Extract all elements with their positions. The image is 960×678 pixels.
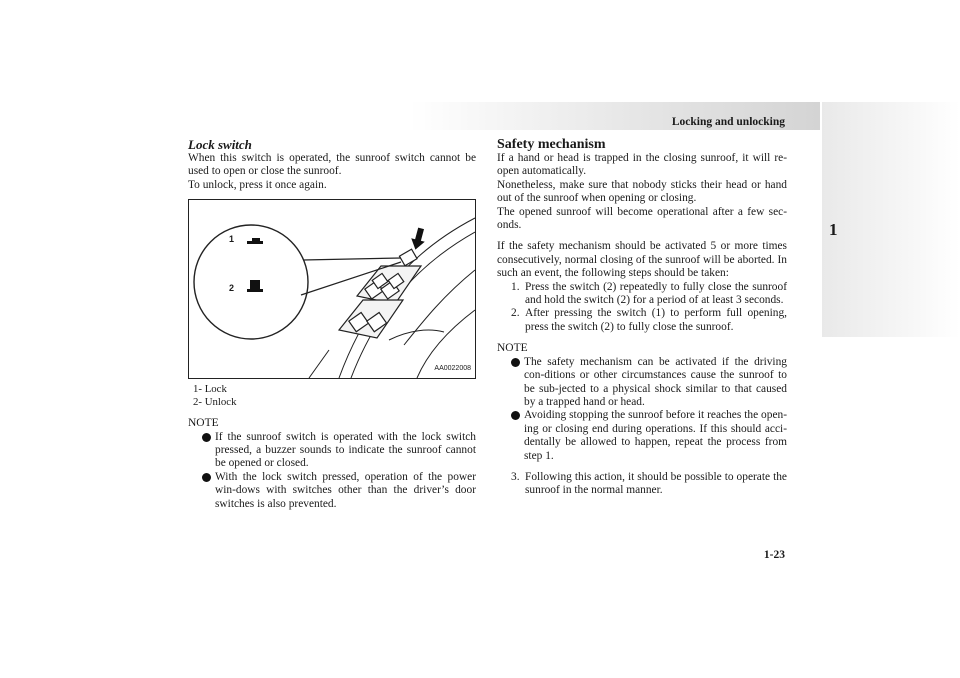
- step-item: [497, 471, 787, 498]
- step-text: Following this action, it should be possible to operate the sunroof in the normal manner.: [525, 470, 787, 497]
- legend-lock: 1- Lock: [193, 383, 227, 396]
- note-bullet: [188, 471, 476, 511]
- note-label: NOTE: [497, 342, 528, 355]
- step-text: After pressing the switch (1) to perform full opening, press the switch (2) to fully close the sunroof.: [525, 307, 787, 333]
- lock-switch-figure: [188, 199, 476, 379]
- safety-paragraph: If a hand or head is trapped in the closing sunroof, it will re-open automatically.: [497, 152, 787, 178]
- right-column: [497, 137, 787, 498]
- note-bullet: [188, 431, 476, 471]
- chapter-tab-number: 1: [829, 220, 838, 239]
- step-number: 2.: [511, 307, 520, 320]
- bullet-icon: [511, 358, 520, 367]
- step-text: Press the switch (2) repeatedly to fully close the sunroof and hold the switch (2) for a period of at least 3 seconds.: [525, 280, 787, 307]
- legend-unlock: 2- Unlock: [193, 396, 237, 409]
- page-header-title: Locking and unlocking: [671, 116, 785, 128]
- bullet-icon: [202, 433, 211, 442]
- safety-paragraph: The opened sunroof will become operational after a few sec-onds.: [497, 205, 787, 232]
- bullet-icon: [511, 411, 520, 420]
- lock-switch-unlock-text: To unlock, press it once again.: [188, 178, 327, 191]
- note-text: If the sunroof switch is operated with the lock switch pressed, a buzzer sounds to indicate the sunroof cannot be opened or closed.: [215, 430, 476, 470]
- figure-code: AA0022008: [434, 364, 471, 372]
- page-number: 1-23: [763, 549, 785, 561]
- left-column: [188, 137, 476, 511]
- note-bullet: [497, 409, 787, 463]
- lock-switch-intro: When this switch is operated, the sunroof switch cannot be used to open or close the sunroof.: [188, 152, 476, 178]
- note-text: Avoiding stopping the sunroof before it reaches the open-ing or closing end during operations. If this should acci-dentally be allowed to happen, repeat the process from step 1.: [524, 409, 787, 462]
- safety-abort-paragraph: If the safety mechanism should be activated 5 or more times consecutively, normal closing of the sunroof will be aborted. In such an event, the following steps should be taken:: [497, 240, 787, 280]
- chapter-tab: [822, 102, 960, 337]
- note-text: The safety mechanism can be activated if the driving con-ditions or other circumstances cause the sunroof to be sub-jected to a physical shock similar to that caused by a trapped hand or head.: [524, 355, 787, 408]
- lock-switch-heading: Lock switch: [188, 137, 252, 152]
- note-text: With the lock switch pressed, operation of the power win-dows with switches other than the driver’s door switches is also prevented.: [215, 470, 476, 510]
- step-number: 3.: [511, 470, 520, 483]
- step-item: [497, 307, 787, 334]
- step-number: 1.: [511, 280, 520, 293]
- bullet-icon: [202, 473, 211, 482]
- step-item: [497, 281, 787, 308]
- figure-label-1: 1: [229, 234, 235, 245]
- figure-label-2: 2: [229, 283, 235, 294]
- note-bullet: [497, 356, 787, 410]
- note-label: NOTE: [188, 417, 219, 430]
- safety-paragraph: Nonetheless, make sure that nobody sticks their head or hand out of the sunroof when opening or closing.: [497, 178, 787, 205]
- safety-mechanism-heading: Safety mechanism: [497, 137, 606, 152]
